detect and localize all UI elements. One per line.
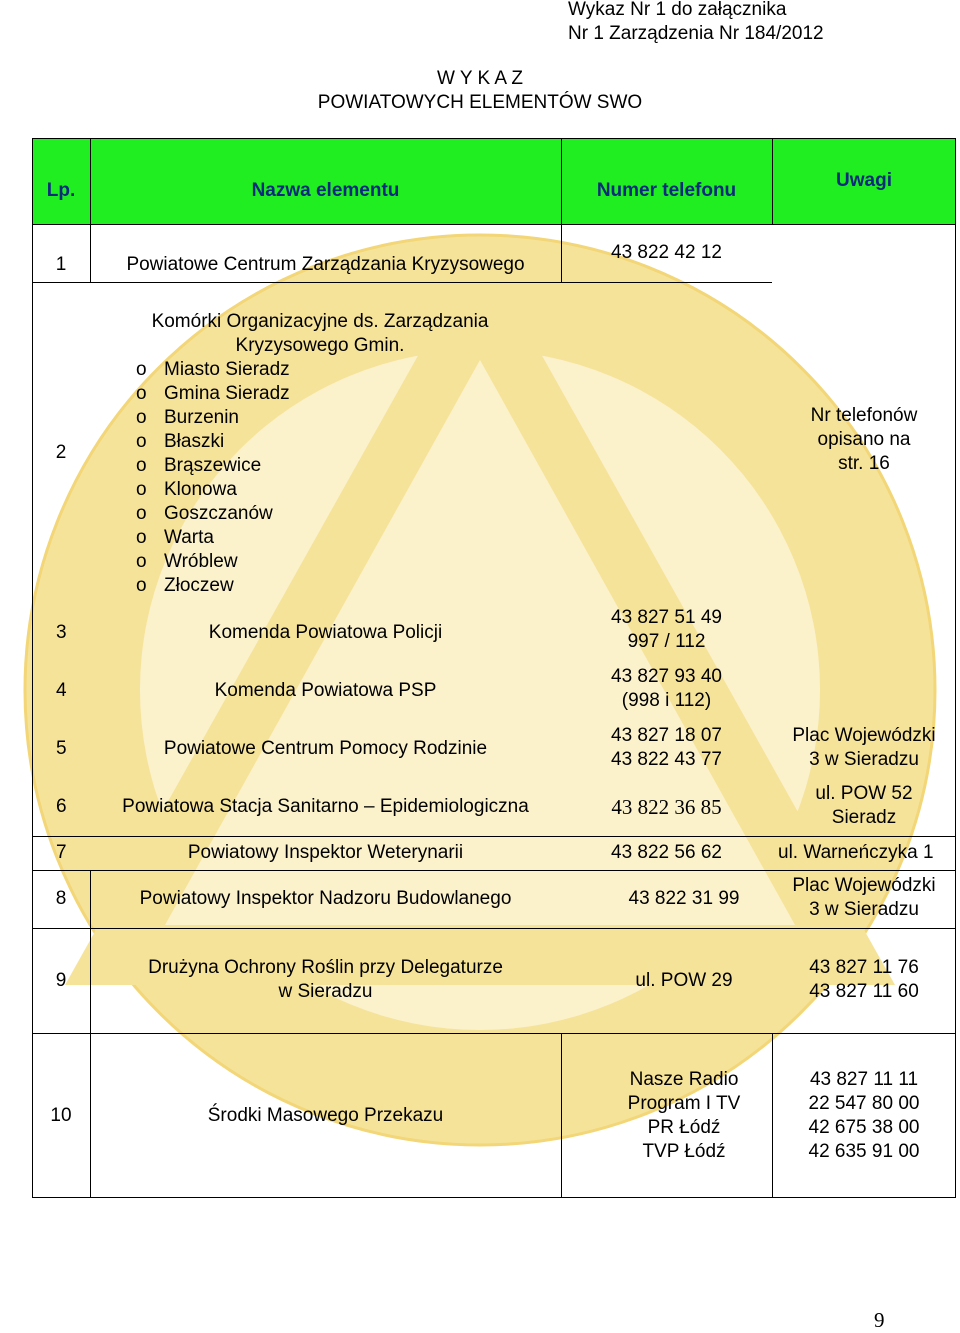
list-item-label: Brąszewice (164, 455, 262, 476)
col-header-lp: Lp. (46, 180, 76, 201)
list-item (136, 358, 540, 382)
row-7-name: Powiatowy Inspektor Weterynarii (187, 842, 464, 863)
row-7-phone: 43 822 56 62 (611, 842, 722, 863)
row-4-phone-2: (998 i 112) (621, 690, 712, 711)
list-item (136, 454, 540, 478)
row-2-notes-3: str. 16 (838, 453, 890, 474)
grid-line (561, 138, 562, 282)
document-subtitle: POWIATOWYCH ELEMENTÓW SWO (317, 92, 643, 113)
list-item (136, 574, 540, 598)
list-item-label: Złoczew (164, 575, 234, 596)
row-6-name: Powiatowa Stacja Sanitarno – Epidemiologiczna (122, 796, 529, 817)
row-2-notes-2: opisano na (817, 429, 911, 450)
row-3-name: Komenda Powiatowa Policji (208, 622, 443, 643)
grid-line (90, 870, 91, 1198)
bullet-icon: o (136, 575, 147, 596)
grid-line (32, 870, 956, 871)
list-item (136, 406, 540, 430)
grid-line (32, 138, 956, 139)
row-2-lp: 2 (55, 442, 67, 463)
bullet-icon: o (136, 527, 147, 548)
row-2-title-2: Kryzysowego Gmin. (235, 335, 405, 356)
list-item (136, 550, 540, 574)
grid-line (32, 224, 956, 225)
list-item-label: Klonowa (164, 479, 237, 500)
row-4-name: Komenda Powiatowa PSP (214, 680, 437, 701)
bullet-icon: o (136, 359, 147, 380)
row-6-notes-1: ul. POW 52 (815, 783, 913, 804)
row-10-phone-2: Program I TV (627, 1093, 741, 1114)
row-6-notes-2: Sieradz (831, 807, 897, 828)
row-5-phone-1: 43 827 18 07 (611, 725, 722, 746)
col-header-notes: Uwagi (836, 170, 892, 191)
grid-line (32, 138, 33, 1198)
list-item-label: Goszczanów (164, 503, 273, 524)
grid-line (32, 1197, 956, 1198)
bullet-icon: o (136, 407, 147, 428)
list-item-label: Miasto Sieradz (164, 359, 290, 380)
grid-line (561, 1033, 562, 1198)
row-6-lp: 6 (56, 796, 67, 817)
row-5-phone-2: 43 822 43 77 (611, 749, 722, 770)
row-10-name: Środki Masowego Przekazu (207, 1105, 444, 1126)
row-9-name-1: Drużyna Ochrony Roślin przy Delegaturze (148, 957, 503, 978)
grid-line (32, 928, 956, 929)
list-item-label: Gmina Sieradz (164, 383, 290, 404)
row-9-notes-2: 43 827 11 60 (809, 981, 919, 1002)
attachment-reference (568, 0, 824, 46)
bullet-icon: o (136, 431, 147, 452)
row-9-phone: ul. POW 29 (635, 970, 733, 991)
grid-line (772, 1033, 773, 1198)
bullet-icon: o (136, 383, 147, 404)
row-10-notes-3: 42 675 38 00 (808, 1117, 920, 1138)
grid-line (90, 138, 91, 282)
row-3-phone-1: 43 827 51 49 (611, 607, 722, 628)
row-1-phone: 43 822 42 12 (611, 242, 722, 263)
row-8-notes-2: 3 w Sieradzu (809, 899, 919, 920)
grid-line (32, 1033, 956, 1034)
row-10-phone-3: PR Łódź (647, 1117, 721, 1138)
row-1-lp: 1 (55, 254, 67, 275)
bullet-icon: o (136, 479, 147, 500)
row-4-lp: 4 (56, 680, 67, 701)
row-10-notes-4: 42 635 91 00 (808, 1141, 920, 1162)
row-3-lp: 3 (56, 622, 67, 643)
row-10-notes-1: 43 827 11 11 (809, 1069, 919, 1090)
grid-line (32, 836, 956, 837)
list-item (136, 430, 540, 454)
row-1-name: Powiatowe Centrum Zarządzania Kryzysowego (126, 254, 525, 275)
row-4-phone-1: 43 827 93 40 (611, 666, 722, 687)
row-9-notes-1: 43 827 11 76 (809, 957, 919, 978)
grid-line (772, 138, 773, 224)
row-10-phone-4: TVP Łódź (642, 1141, 726, 1162)
row-10-lp: 10 (50, 1105, 72, 1126)
elements-table (32, 138, 956, 1198)
bullet-icon: o (136, 551, 147, 572)
row-6-phone: 43 822 36 85 (611, 795, 722, 819)
row-9-name-2: w Sieradzu (278, 981, 373, 1002)
col-header-phone: Numer telefonu (596, 180, 737, 201)
list-item-label: Błaszki (164, 431, 225, 452)
row-8-name: Powiatowy Inspektor Nadzoru Budowlanego (139, 888, 512, 909)
row-5-name: Powiatowe Centrum Pomocy Rodzinie (163, 738, 488, 759)
row-2-title-1: Komórki Organizacyjne ds. Zarządzania (151, 311, 489, 332)
row-3-phone-2: 997 / 112 (627, 631, 706, 652)
row-8-notes-1: Plac Wojewódzki (792, 875, 936, 896)
grid-line (955, 138, 956, 1198)
row-2-name (100, 310, 540, 598)
list-item-label: Burzenin (164, 407, 239, 428)
col-header-name: Nazwa elementu (251, 180, 400, 201)
row-9-lp: 9 (55, 970, 67, 991)
row-10-phone-1: Nasze Radio (629, 1069, 739, 1090)
row-8-phone: 43 822 31 99 (628, 888, 740, 909)
grid-line (32, 282, 772, 283)
list-item-label: Warta (164, 527, 214, 548)
bullet-icon: o (136, 503, 147, 524)
row-2-notes-1: Nr telefonów (810, 405, 918, 426)
row-10-notes-2: 22 547 80 00 (808, 1093, 920, 1114)
list-item (136, 502, 540, 526)
attachment-line-2: Nr 1 Zarządzenia Nr 184/2012 (568, 23, 824, 44)
list-item (136, 478, 540, 502)
row-8-lp: 8 (55, 888, 67, 909)
bullet-icon: o (136, 455, 147, 476)
document-title: W Y K A Z (437, 68, 523, 89)
list-item-label: Wróblew (164, 551, 238, 572)
page-number: 9 (874, 1308, 885, 1332)
list-item (136, 382, 540, 406)
attachment-line-1: Wykaz Nr 1 do załącznika (568, 0, 787, 20)
municipality-list (100, 358, 540, 598)
row-7-lp: 7 (56, 842, 67, 863)
list-item (136, 526, 540, 550)
row-5-notes-2: 3 w Sieradzu (809, 749, 919, 770)
row-7-notes: ul. Warneńczyka 1 (778, 842, 934, 863)
row-5-lp: 5 (56, 738, 67, 759)
row-5-notes-1: Plac Wojewódzki (792, 725, 936, 746)
